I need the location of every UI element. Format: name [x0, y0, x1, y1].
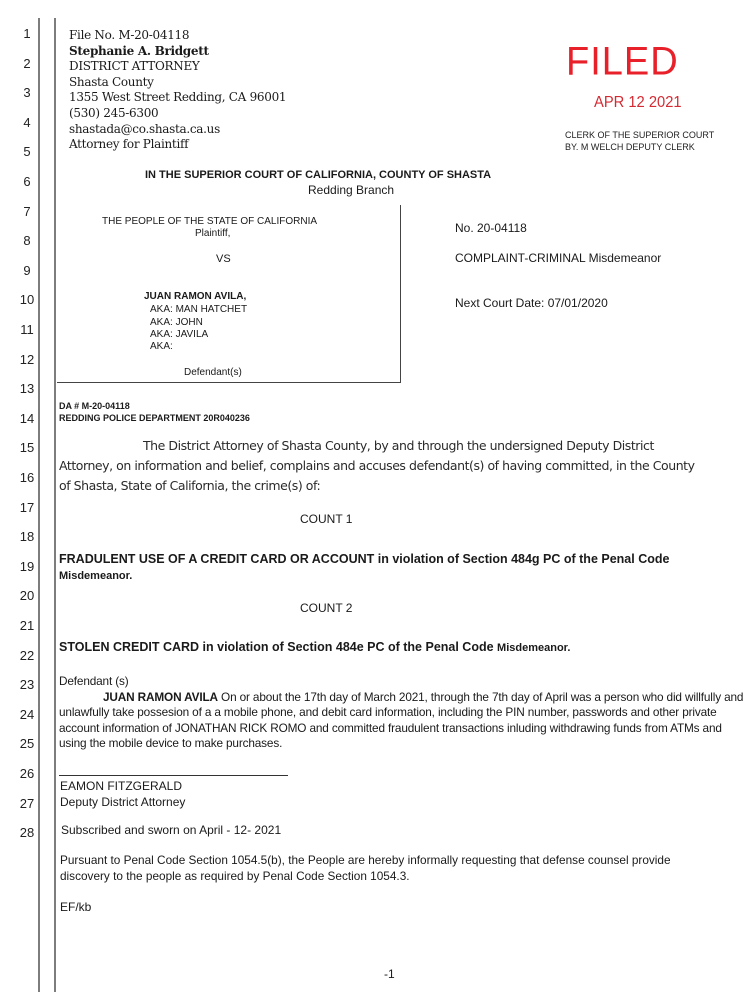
line-number: 14 [19, 410, 35, 426]
line-number: 8 [23, 233, 31, 249]
line-number: 2 [23, 55, 31, 71]
intro-text: The District Attorney of Shasta County, by and through the undersigned Deputy District Attorney, on information and belief, complains and accuses defendant(s) of having committed, in the County of Shasta, State of California, the crime(s) of: [59, 438, 695, 493]
sworn-statement: Subscribed and sworn on April - 12- 2021 [61, 823, 282, 837]
line-number: 3 [23, 85, 31, 101]
count-1-statute: in violation of Section 484g PC of the Penal Code [374, 552, 670, 566]
line-number: 9 [23, 262, 31, 278]
page-number: -1 [384, 967, 395, 981]
attorney-email: shastada@co.shasta.ca.us [69, 121, 220, 136]
line-number: 24 [19, 706, 35, 722]
count-2-class: Misdemeanor. [497, 642, 571, 654]
next-court-date: Next Court Date: 07/01/2020 [455, 296, 608, 310]
aka-2: AKA: JOHN [150, 317, 203, 328]
count-2-charge [59, 639, 739, 656]
document-type: COMPLAINT-CRIMINAL Misdemeanor [455, 251, 662, 265]
complaint-intro [59, 436, 709, 496]
line-number: 16 [19, 470, 35, 485]
attorney-header [69, 28, 286, 153]
line-number: 4 [23, 114, 31, 130]
plaintiff-label: Plaintiff, [195, 228, 231, 239]
line-number: 6 [23, 174, 31, 189]
court-title: IN THE SUPERIOR COURT OF CALIFORNIA, COUNTY OF SHASTA [145, 169, 492, 181]
line-number: 28 [19, 825, 35, 841]
count-1-offense: FRADULENT USE OF A CREDIT CARD OR ACCOUNT [59, 552, 375, 566]
line-number: 15 [19, 440, 35, 456]
line-number: 19 [19, 558, 35, 574]
attorney-county: Shasta County [69, 74, 154, 89]
line-number: 11 [20, 322, 34, 337]
defendant-name: JUAN RAMON AVILA, [144, 291, 247, 302]
aka-1: AKA: MAN HATCHET [150, 304, 248, 315]
line-number: 17 [19, 499, 35, 515]
filed-date: APR 12 2021 [594, 94, 682, 111]
signature-block [60, 778, 185, 810]
attorney-name: Stephanie A. Bridgett [69, 43, 209, 58]
defendant-label: Defendant(s) [184, 367, 242, 378]
line-number: 1 [23, 26, 31, 41]
attorney-phone: (530) 245-6300 [69, 105, 159, 120]
versus-label: VS [216, 253, 231, 265]
initials: EF/kb [60, 900, 92, 914]
file-number: File No. M-20-04118 [69, 28, 190, 42]
plaintiff-name: THE PEOPLE OF THE STATE OF CALIFORNIA [102, 216, 318, 227]
line-number: 26 [19, 766, 35, 781]
count-1-class: Misdemeanor. [59, 570, 133, 582]
attorney-role: Attorney for Plaintiff [69, 137, 189, 152]
line-number: 7 [23, 203, 31, 219]
count-2-heading: COUNT 2 [300, 601, 353, 615]
line-number: 13 [19, 381, 35, 397]
count-1-heading: COUNT 1 [300, 512, 353, 526]
signature-line [59, 775, 288, 776]
attorney-title: DISTRICT ATTORNEY [69, 59, 200, 74]
signer-title: Deputy District Attorney [60, 795, 186, 809]
line-number: 21 [19, 618, 35, 633]
court-branch: Redding Branch [308, 183, 395, 197]
clerk-line-2: BY. M WELCH DEPUTY CLERK [565, 142, 695, 152]
clerk-info [565, 129, 714, 153]
discovery-request: Pursuant to Penal Code Section 1054.5(b), the People are hereby informally requesting that defense counsel provide discovery to the people as required by Penal Code Section 1054.3. [60, 853, 671, 883]
signer-name: EAMON FITZGERALD [60, 779, 183, 793]
da-number: DA # M-20-04118 [59, 401, 130, 411]
line-number: 10 [19, 292, 35, 308]
facts-defendant: JUAN RAMON AVILA [103, 689, 218, 704]
count-2-statute: in violation of Section 484e PC of the Penal Code [199, 640, 498, 654]
attorney-address: 1355 West Street Redding, CA 96001 [69, 90, 287, 105]
case-number: No. 20-04118 [455, 221, 527, 235]
line-number: 5 [23, 144, 31, 160]
count-2-offense: STOLEN CREDIT CARD [59, 640, 200, 654]
line-number: 18 [19, 529, 35, 545]
aka-4: AKA: [150, 341, 173, 352]
left-margin-rule-inner [54, 18, 56, 992]
line-number: 25 [19, 736, 35, 752]
facts-paragraph [59, 674, 744, 752]
line-number: 12 [19, 351, 35, 367]
aka-3: AKA: JAVILA [150, 329, 209, 340]
line-number: 20 [19, 588, 35, 604]
left-margin-rule [38, 18, 40, 992]
facts-text: On or about the 17th day of March 2021, through the 7th day of April was a person who did willfully and unlawfully take possesion of a a mobile phone, and debit card information, including the PIN number, passwords and other private account information of JONATHAN RICK ROMO and committed fraudulent transactions inluding withdrawing funds from ATMs and using the mobile device to make purchases. [59, 689, 744, 750]
filed-stamp: FILED [566, 39, 679, 85]
line-number: 27 [19, 795, 35, 811]
facts-label: Defendant (s) [59, 674, 129, 688]
line-number: 22 [19, 647, 35, 663]
clerk-line-1: CLERK OF THE SUPERIOR COURT [565, 130, 715, 140]
reference-numbers [59, 400, 250, 424]
count-1-charge [59, 551, 739, 584]
police-report: REDDING POLICE DEPARTMENT 20R040236 [59, 413, 250, 423]
caption-box [57, 205, 401, 383]
line-number: 23 [19, 677, 35, 693]
